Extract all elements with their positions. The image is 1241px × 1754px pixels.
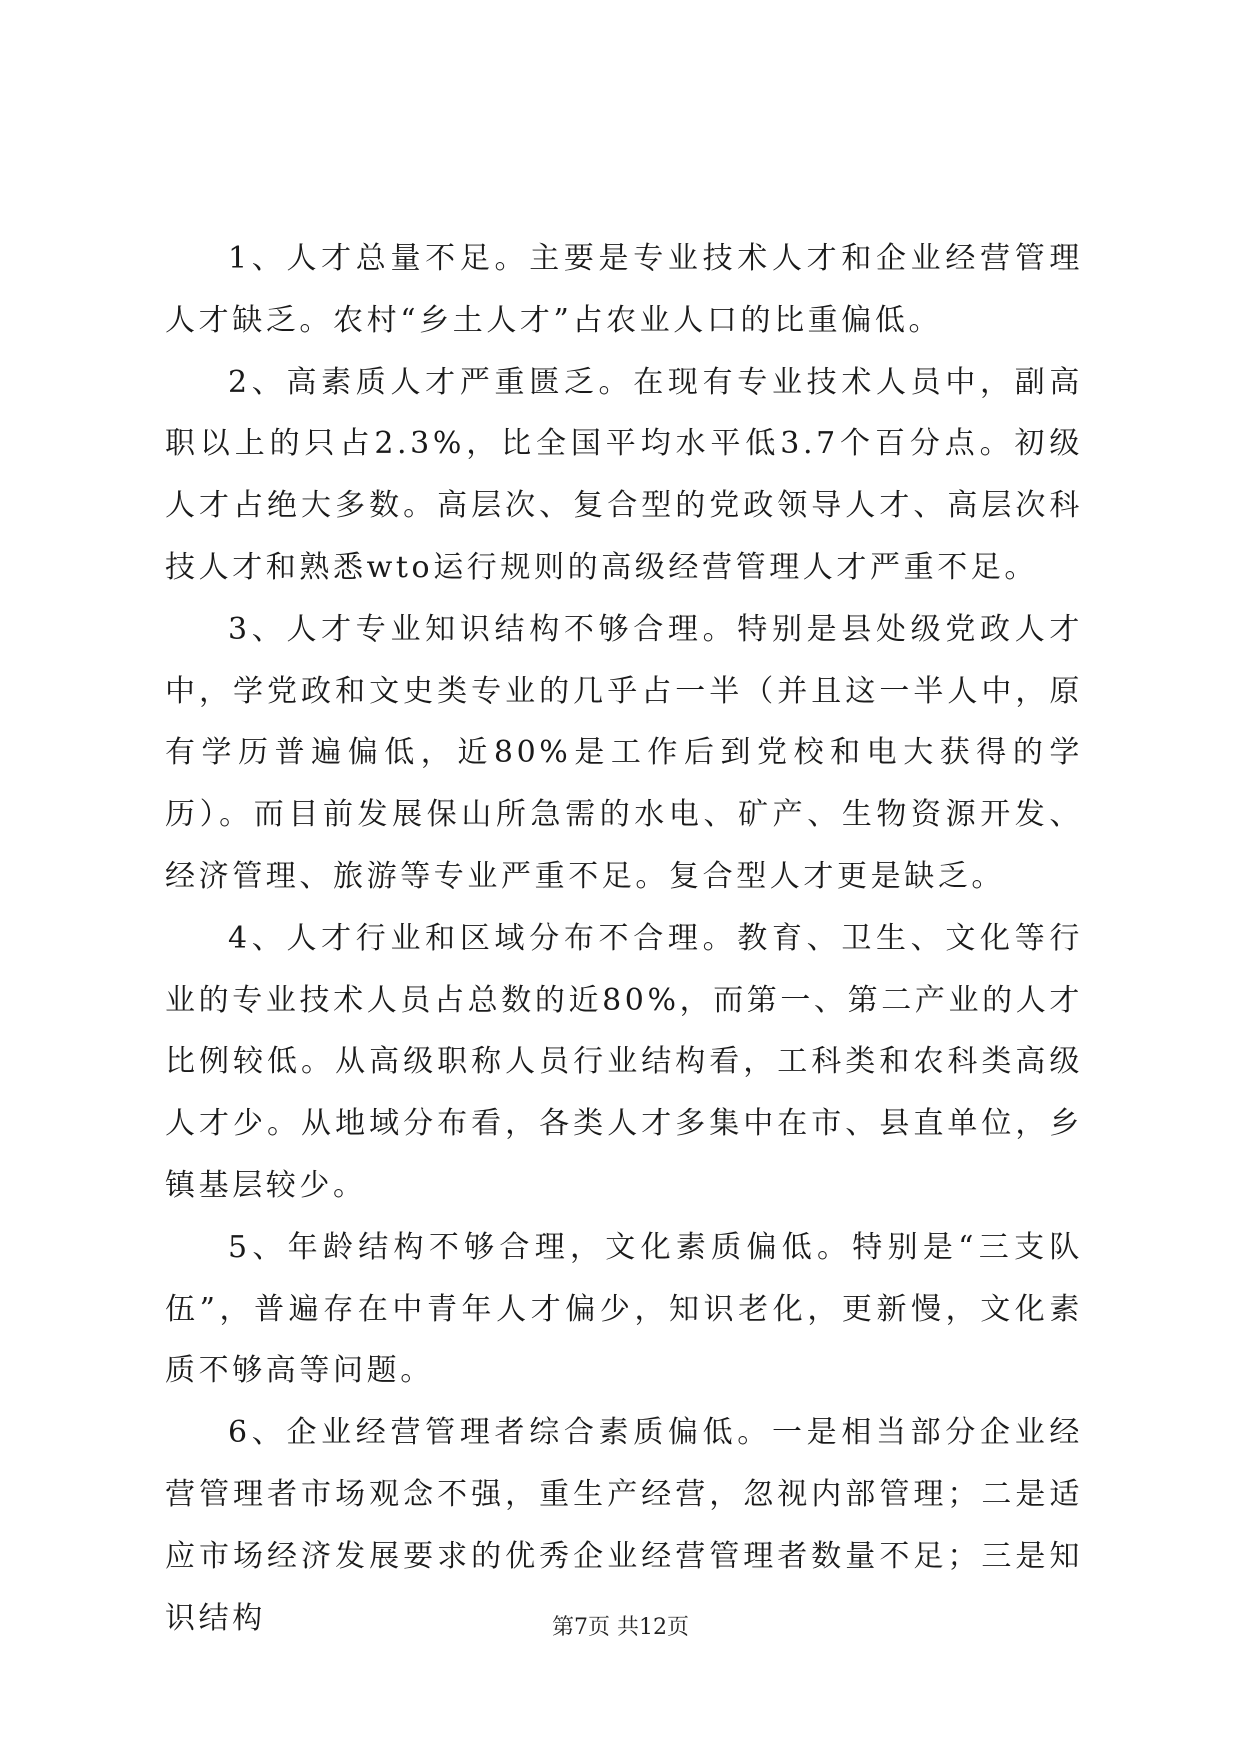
paragraph-5: 5、年龄结构不够合理，文化素质偏低。特别是“三支队伍”，普遍存在中青年人才偏少，知识老化，更新慢，文化素质不够高等问题。: [165, 1229, 1083, 1389]
paragraph-4: 4、人才行业和区域分布不合理。教育、卫生、文化等行业的专业技术人员占总数的近80%，而第一、第二产业的人才比例较低。从高级职称人员行业结构看，工科类和农科类高级人才少。从地域分布看，各类人才多集中在市、县直单位，乡镇基层较少。: [165, 920, 1083, 1203]
paragraph-3: 3、人才专业知识结构不够合理。特别是县处级党政人才中，学党政和文史类专业的几乎占一半（并且这一半人中，原有学历普遍偏低，近80%是工作后到党校和电大获得的学历）。而目前发展保山所急需的水电、矿产、生物资源开发、经济管理、旅游等专业严重不足。复合型人才更是缺乏。: [165, 611, 1083, 894]
page-footer: 第7页 共12页: [552, 1615, 689, 1640]
paragraph-1: 1、人才总量不足。主要是专业技术人才和企业经营管理人才缺乏。农村“乡土人才”占农业人口的比重偏低。: [165, 241, 1083, 338]
document-body: [165, 228, 1083, 1649]
paragraph-2: 2、高素质人才严重匮乏。在现有专业技术人员中，副高职以上的只占2.3%，比全国平均水平低3.7个百分点。初级人才占绝大多数。高层次、复合型的党政领导人才、高层次科技人才和熟悉wto运行规则的高级经营管理人才严重不足。: [165, 364, 1083, 585]
paragraph-6: 6、企业经营管理者综合素质偏低。一是相当部分企业经营管理者市场观念不强，重生产经营，忽视内部管理；二是适应市场经济发展要求的优秀企业经营管理者数量不足；三是知识结构: [165, 1415, 1083, 1636]
